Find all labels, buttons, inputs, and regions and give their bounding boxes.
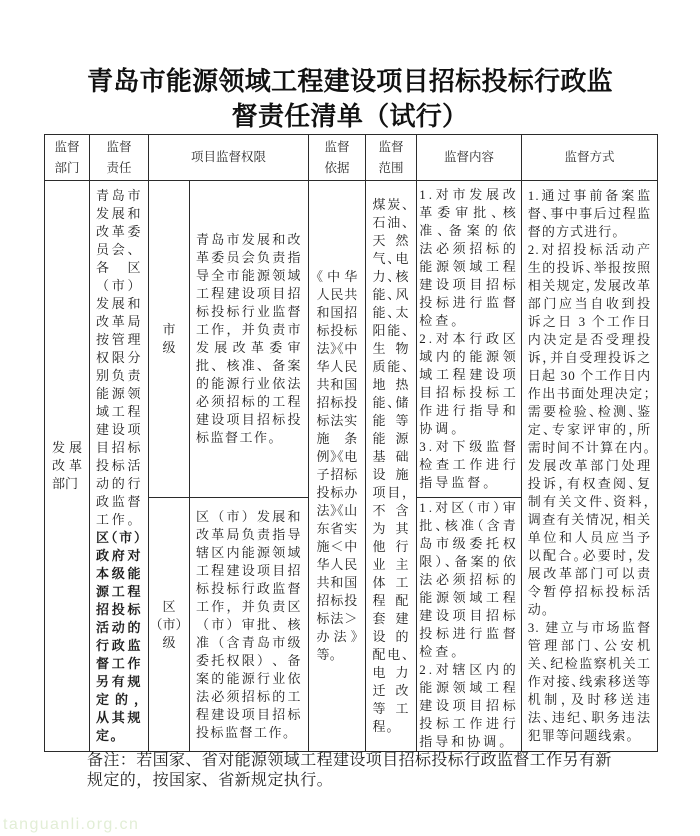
content-item: 2.对本行政区域内的能源领域工程建设项目招标投标工作进行指导和协调。 <box>419 331 519 436</box>
cell-method <box>521 180 658 752</box>
responsibility-normal-text: 青岛市发展和改革委员会、各区（市）发展和改革局按管理权限分别负责能源领域工程建设项目招标投标活动的行政监督工作。 <box>96 188 142 527</box>
authority-city-text: 青岛市发展和改革委员会负责指导全市能源领域工程建设项目招标投标行业监督工作，并负责市发展改革委审批、核准、备案的能源行业依法必须招标的工程建设项目招标投标监督工作。 <box>196 232 302 445</box>
level-city-label: 市级 <box>162 322 176 355</box>
scope-text: 煤炭、石油、天然气、电力、核能、风能、太阳能、生物质能、地热能、储能等能源基础设施项目，不含为其他行业主体工程配套建设的配电、电力迁改等工程。 <box>372 197 410 734</box>
method-item: 2.对招投标活动产生的投诉、举报按照相关规定，发展改革部门应当自收到投诉之日 3 个工作日内决定是否受理投诉，并自受理投诉之日起 30 个工作日内作出书面处理决定；需要检验、检测、鉴定、专家评审的，所需时间不计算在内。发展改革部门处理投诉，有权查阅、复制有关文件、资料，调查有关情况，相关单位和人员应当予以配合。必要时，发展改革部门可以责令暂停招标投标活动。 <box>527 242 652 617</box>
header-content <box>416 134 522 181</box>
authority-district-text: 区（市）发展和改革局负责指导辖区内能源领域工程建设项目招标投标行政监督工作，并负责区（市）审批、核准（含青岛市级委托权限）、备案的能源行业依法必须招标的工程建设项目招标投标监督工作。 <box>196 508 302 740</box>
method-item: 3. 建立与市场监督管理部门、公安机关、纪检监察机关工作对接、线索移送等机制，及时移送违法、违纪、职务违法犯罪等问题线索。 <box>527 620 652 743</box>
responsibility-text <box>96 187 142 745</box>
cell-level-city <box>148 180 190 498</box>
header-scope-label: 监督范围 <box>378 139 404 175</box>
footnote: 备注：若国家、省对能源领域工程建设项目招标投标行政监督工作另有新规定的，按国家、省新规定执行。 <box>87 752 612 789</box>
content-item: 3.对下级监督检查工作进行指导监督。 <box>419 439 519 490</box>
content-item: 2.对辖区内的能源领域工程建设项目招标投标工作进行指导和协调。 <box>419 661 519 749</box>
responsibility-bold-text: 区（市）政府对本级能源工程招投标活动的行政监督工作另有规定的，从其规定。 <box>96 530 142 743</box>
basis-text: 《中华人民共和国招标投标法》《中华人民共和国招标投标法实施条例》《电子招标投标办法》《山东省实施＜中华人民共和国招标投标法＞办法》等。 <box>316 269 358 662</box>
watermark: tanguanli.org.cn <box>3 816 140 833</box>
document-title: 青岛市能源领域工程建设项目招标投标行政监督责任清单（试行） <box>86 67 613 131</box>
header-method <box>521 134 658 181</box>
header-basis <box>308 134 366 181</box>
cell-basis <box>308 180 366 752</box>
method-item: 1.通过事前备案监督、事中事后过程监督的方式进行。 <box>527 188 652 239</box>
method-list <box>528 187 652 745</box>
cell-authority-district <box>189 497 309 752</box>
content-item: 1.对区（市）审批、核准（含青岛市级委托权限）、备案的依法必须招标的能源领域工程建设项目招标投标进行监督检查。 <box>419 499 519 659</box>
cell-authority-city <box>189 180 309 498</box>
header-basis-label: 监督依据 <box>324 139 350 175</box>
department-text: 发展改革部门 <box>52 440 82 491</box>
cell-responsibility <box>89 180 149 752</box>
cell-content-district <box>416 497 522 752</box>
cell-level-district <box>148 497 190 752</box>
header-responsibility-label: 监督责任 <box>106 139 132 175</box>
header-department <box>44 134 90 181</box>
header-authority-label: 项目监督权限 <box>190 150 266 164</box>
header-scope <box>365 134 417 181</box>
level-district-label: 区（市）级 <box>149 598 189 650</box>
content-item: 1.对市发展改革委审批、核准、备案的依法必须招标的能源领域工程建设项目招标投标进行监督检查。 <box>419 187 519 328</box>
content-district-list <box>419 499 519 751</box>
header-authority <box>148 134 309 181</box>
header-department-label: 监督部门 <box>54 139 80 175</box>
content-city-list <box>419 186 519 492</box>
header-method-label: 监督方式 <box>564 150 615 164</box>
cell-department <box>44 180 90 752</box>
cell-scope <box>365 180 417 752</box>
cell-content-city <box>416 180 522 498</box>
header-responsibility <box>89 134 149 181</box>
header-content-label: 监督内容 <box>443 150 494 164</box>
